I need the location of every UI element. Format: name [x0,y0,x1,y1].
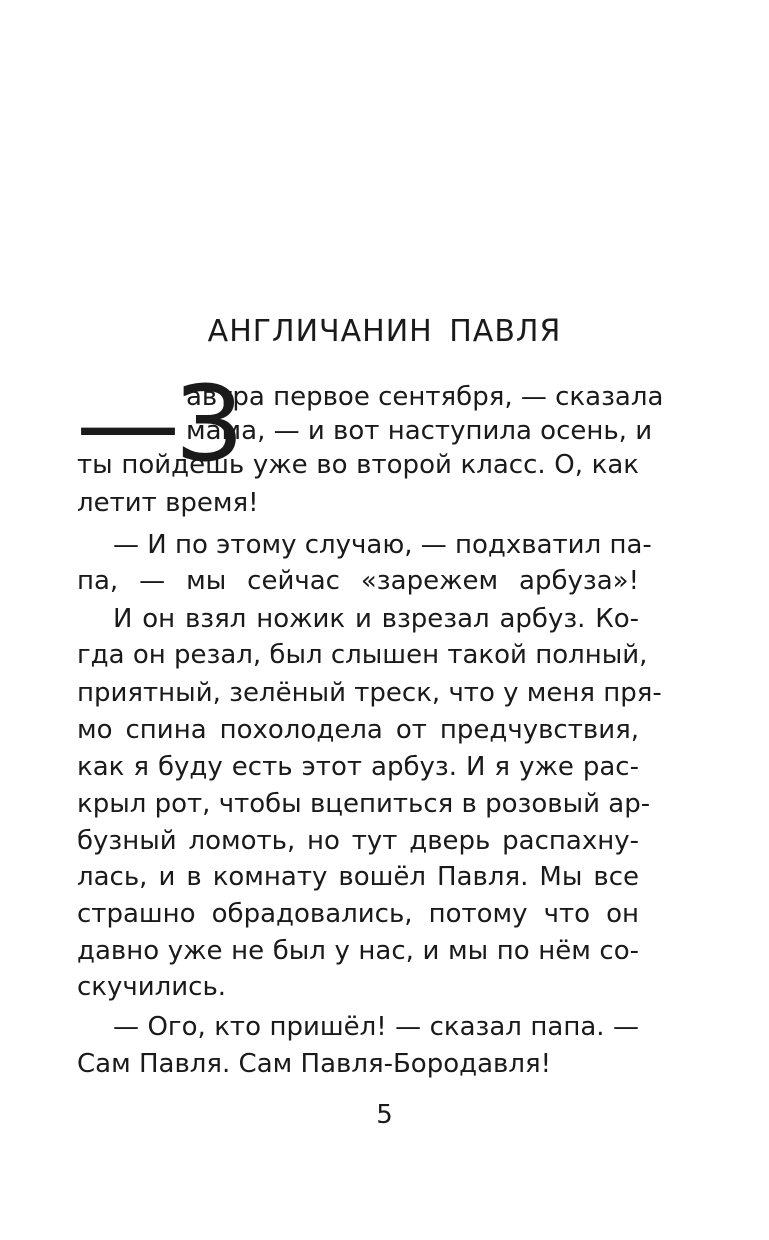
text-line: летит время! [77,488,259,518]
text-line: страшно обрадовались, потому что он [77,899,639,929]
text-line: мама, — и вот наступила осень, и [186,416,653,446]
text-line: крыл рот, чтобы вцепиться в розовый ар- [77,789,651,819]
chapter-title: АНГЛИЧАНИН ПАВЛЯ [207,314,562,349]
text-line: гда он резал, был слышен такой полный, [77,640,648,670]
text-line: приятный, зелёный треск, что у меня пря- [77,678,662,708]
text-line: Сам Павля. Сам Павля-Бородавля! [77,1049,552,1079]
text-line: как я буду есть этот арбуз. И я уже рас- [77,752,639,782]
text-line: мо спина похолодела от предчувствия, [77,715,639,745]
text-line: — И по этому случаю, — подхватил па- [113,530,652,560]
text-line: давно уже не был у нас, и мы по нём со- [77,936,639,966]
text-line: — Ого, кто пришёл! — сказал папа. — [113,1012,639,1042]
page-number: 5 [376,1100,393,1130]
text-line: скучились. [77,972,227,1002]
text-line: бузный ломоть, но тут дверь распахну- [77,826,639,856]
text-line: И он взял ножик и взрезал арбуз. Ко- [113,604,639,634]
drop-cap: —З [76,363,239,485]
text-line: лась, и в комнату вошёл Павля. Мы все [77,862,639,892]
text-line: па, — мы сейчас «зарежем арбуза»! [77,566,639,596]
text-line: ты пойдёшь уже во второй класс. О, как [77,450,639,480]
text-line: автра первое сентября, — сказала [186,382,664,412]
